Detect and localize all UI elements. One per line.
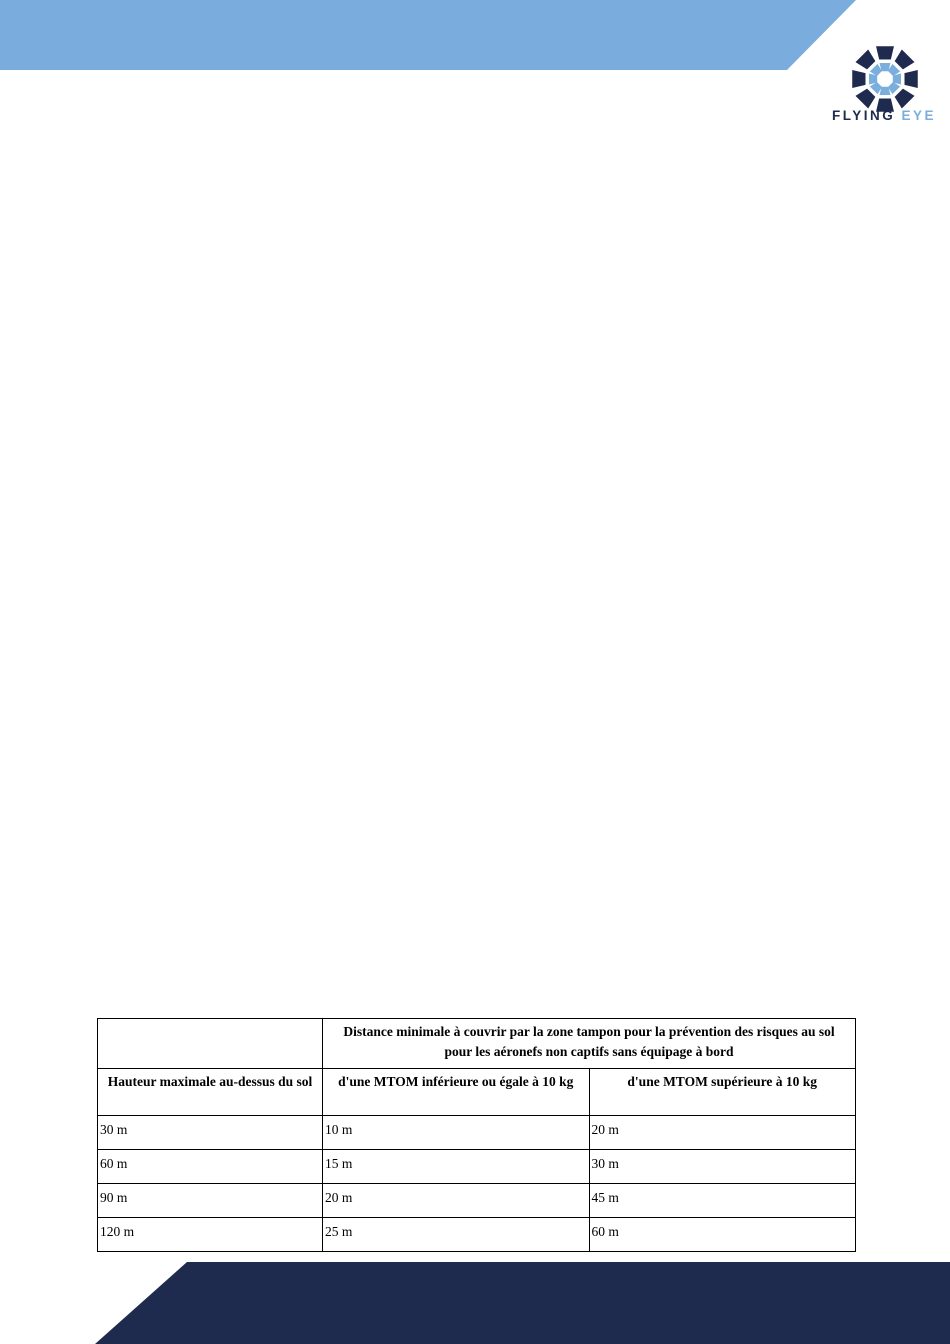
table-row [98,1116,856,1150]
brand-name-flying: FLYING [831,108,896,123]
table-row-column-headers [98,1069,856,1116]
table-cell: 45 m [589,1184,856,1218]
table-cell: 90 m [98,1184,323,1218]
table-row-merged-header [98,1019,856,1069]
table-cell: 60 m [589,1218,856,1252]
table-row [98,1184,856,1218]
col-header-mtom-inferieure: d'une MTOM inférieure ou égale à 10 kg [323,1069,590,1116]
table-row [98,1150,856,1184]
footer-band [0,1262,950,1344]
table-cell: 20 m [323,1184,590,1218]
logo-wordmark [812,108,950,123]
col-header-mtom-superieure: d'une MTOM supérieure à 10 kg [589,1069,856,1116]
table-cell: 120 m [98,1218,323,1252]
table-cell: 25 m [323,1218,590,1252]
table-cell: 20 m [589,1116,856,1150]
header-band [0,0,950,70]
table-cell: 30 m [98,1116,323,1150]
flying-eye-logo-icon [846,40,924,118]
table-cell: 30 m [589,1150,856,1184]
col-header-hauteur: Hauteur maximale au-dessus du sol [98,1069,323,1116]
buffer-distance-table [97,1018,856,1252]
table-cell: 15 m [323,1150,590,1184]
table-row [98,1218,856,1252]
brand-name-eye: EYE [901,108,937,123]
table-cell: 10 m [323,1116,590,1150]
empty-header-cell [98,1019,323,1069]
table-cell: 60 m [98,1150,323,1184]
merged-header-cell: Distance minimale à couvrir par la zone tampon pour la prévention des risques au sol pour les aéronefs non captifs sans équipage à bord [323,1019,856,1069]
